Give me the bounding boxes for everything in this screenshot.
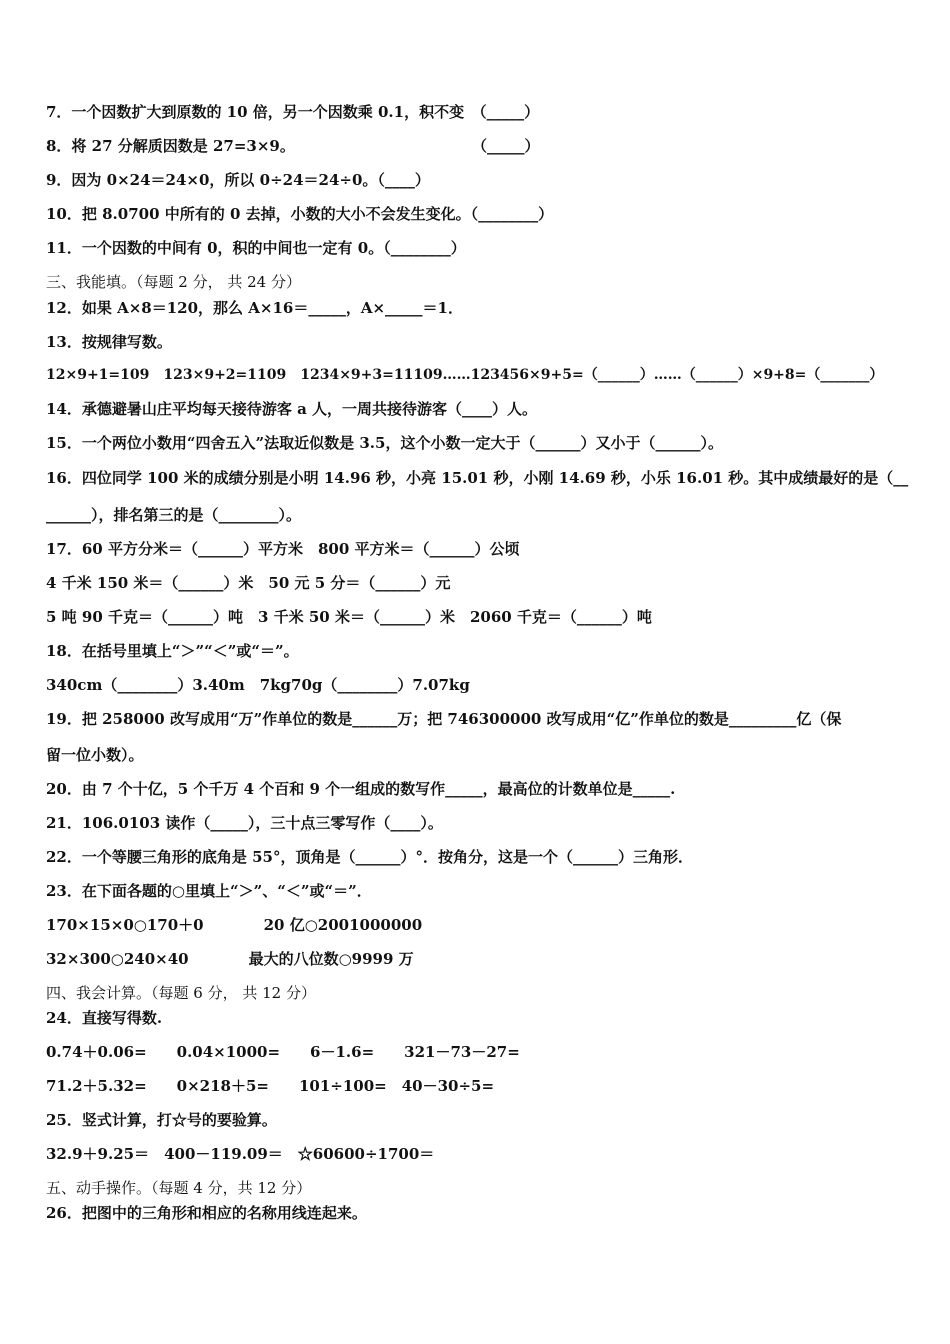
question-25: 25．竖式计算，打☆号的要验算。 <box>46 1111 277 1129</box>
question-10: 10．把 8.0700 中所有的 0 去掉，小数的大小不会发生变化。（________） <box>46 205 554 223</box>
question-16-continued: ______），排名第三的是（________）。 <box>46 506 302 524</box>
question-22: 22．一个等腰三角形的底角是 55°，顶角是（______）°．按角分，这是一个（______）三角形． <box>46 848 693 866</box>
section-5-heading: 五、动手操作。（每题 4 分，共 12 分） <box>46 1179 312 1197</box>
question-12: 12．如果 A×8＝120，那么 A×16＝_____，A×_____＝1． <box>46 299 463 317</box>
question-24-row-1: 0.74＋0.06= 0.04×1000= 6－1.6= 321－73－27= <box>46 1043 520 1061</box>
question-24-row-2: 71.2＋5.32= 0×218＋5= 101÷100= 40－30÷5= <box>46 1077 495 1095</box>
question-17-row-3: 5 吨 90 千克＝（______）吨 3 千米 50 米＝（______）米 2060 千克＝（______）吨 <box>46 608 652 626</box>
question-19-continued: 留一位小数）。 <box>46 746 144 764</box>
question-19: 19．把 258000 改写成用“万”作单位的数是______万；把 746300000 改写成用“亿”作单位的数是_________亿（保 <box>46 710 842 728</box>
question-23: 23．在下面各题的○里填上“＞”、“＜”或“＝”． <box>46 882 372 900</box>
question-13-sequence: 12×9+1=109 123×9+2=1109 1234×9+3=11109……123456×9+5=（______）……（______）×9+8=（_______） <box>46 367 884 383</box>
question-7: 7．一个因数扩大到原数的 10 倍，另一个因数乘 0.1，积不变 （_____） <box>46 103 540 121</box>
question-15: 15．一个两位小数用“四舍五入”法取近似数是 3.5，这个小数一定大于（______）又小于（______）。 <box>46 434 723 452</box>
question-24: 24．直接写得数. <box>46 1009 163 1027</box>
question-17-row-2: 4 千米 150 米＝（______）米 50 元 5 分＝（______）元 <box>46 574 451 592</box>
question-18-row: 340cm（________）3.40m 7kg70g（________）7.07kg <box>46 676 470 694</box>
question-23-row-2: 32×300○240×40 最大的八位数○9999 万 <box>46 950 414 968</box>
question-8-answer-blank: （_____） <box>472 137 540 155</box>
section-4-heading: 四、我会计算。（每题 6 分， 共 12 分） <box>46 984 316 1002</box>
section-3-heading: 三、我能填。（每题 2 分， 共 24 分） <box>46 273 301 291</box>
question-13: 13．按规律写数。 <box>46 333 172 351</box>
question-14: 14．承德避暑山庄平均每天接待游客 a 人，一周共接待游客（____）人。 <box>46 400 538 418</box>
question-11: 11．一个因数的中间有 0，积的中间也一定有 0。（________） <box>46 239 466 257</box>
question-25-row: 32.9＋9.25＝ 400－119.09＝ ☆60600÷1700＝ <box>46 1145 435 1163</box>
question-26: 26．把图中的三角形和相应的名称用线连起来。 <box>46 1204 367 1222</box>
question-23-row-1: 170×15×0○170＋0 20 亿○2001000000 <box>46 916 423 934</box>
question-18: 18．在括号里填上“＞”“＜”或“＝”。 <box>46 642 299 660</box>
question-17: 17．60 平方分米＝（______）平方米 800 平方米＝（______）公顷 <box>46 540 520 558</box>
question-16: 16．四位同学 100 米的成绩分别是小明 14.96 秒，小亮 15.01 秒，小刚 14.69 秒，小乐 16.01 秒。其中成绩最好的是（__ <box>46 469 909 487</box>
question-9: 9．因为 0×24＝24×0，所以 0÷24＝24÷0。（____） <box>46 171 430 189</box>
question-8: 8．将 27 分解质因数是 27=3×9。 <box>46 137 295 155</box>
question-20: 20．由 7 个十亿，5 个千万 4 个百和 9 个一组成的数写作_____，最高位的计数单位是_____. <box>46 780 676 798</box>
question-21: 21．106.0103 读作（_____），三十点三零写作（____）。 <box>46 814 443 832</box>
